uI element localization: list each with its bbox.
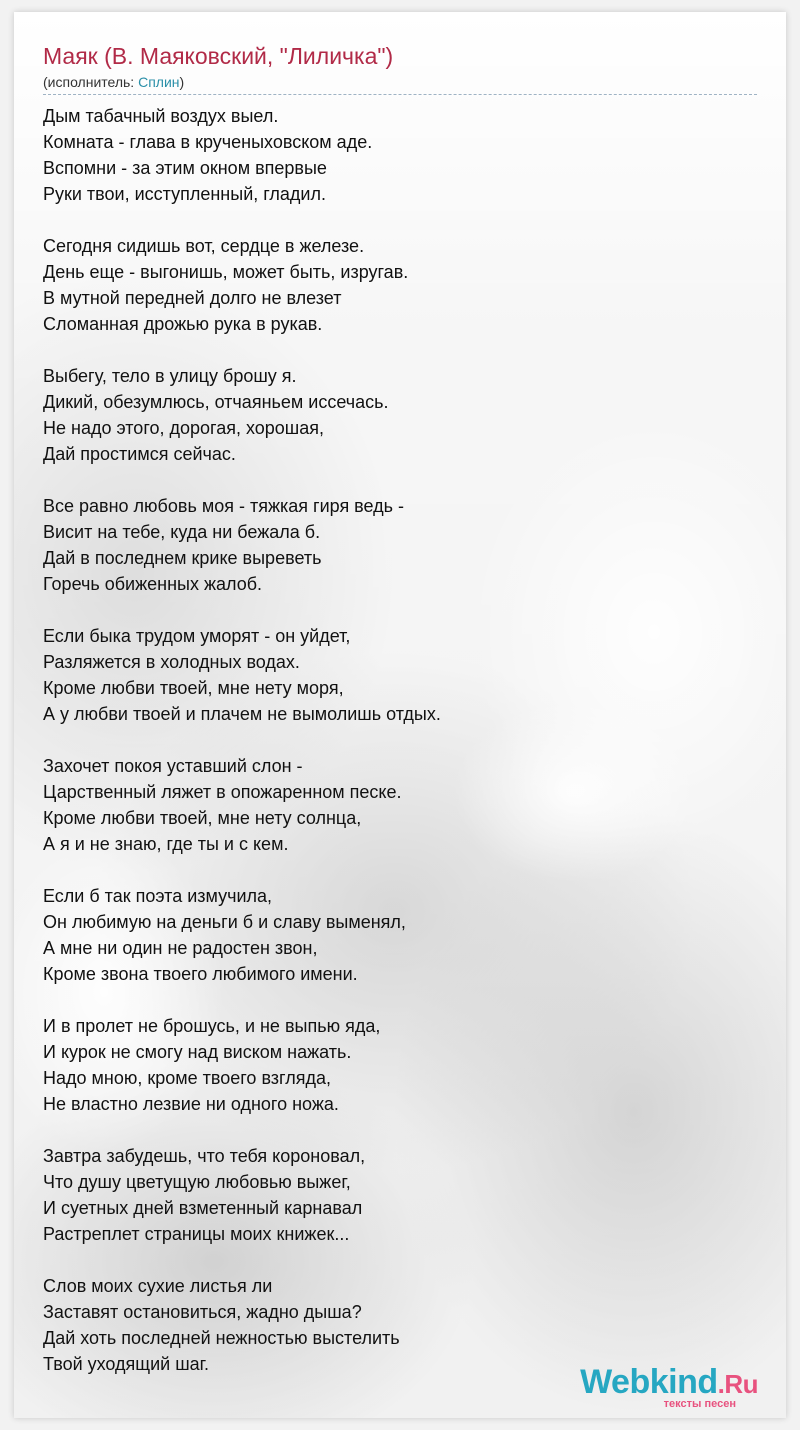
- lyric-line: Сломанная дрожью рука в рукав.: [43, 314, 323, 334]
- lyric-line: Надо мною, кроме твоего взгляда,: [43, 1068, 331, 1088]
- lyric-line: Твой уходящий шаг.: [43, 1354, 210, 1374]
- logo-wordmark: [580, 1364, 758, 1402]
- lyric-line: Растреплет страницы моих книжек...: [43, 1224, 350, 1244]
- lyric-line: И курок не смогу над виском нажать.: [43, 1042, 352, 1062]
- lyric-line: Все равно любовь моя - тяжкая гиря ведь -: [43, 496, 405, 516]
- lyric-line: Дикий, обезумлюсь, отчаяньем иссечась.: [43, 392, 389, 412]
- stanza: [43, 1273, 786, 1377]
- song-title: Маяк (В. Маяковский, "Лиличка"): [43, 43, 394, 69]
- lyric-line: А мне ни один не радостен звон,: [43, 938, 318, 958]
- lyric-line: Слов моих сухие листья ли: [43, 1276, 273, 1296]
- stanza: [43, 753, 786, 857]
- logo-word: Webkind: [580, 1363, 718, 1401]
- lyric-line: Кроме любви твоей, мне нету солнца,: [43, 808, 362, 828]
- lyric-line: Если б так поэта измучила,: [43, 886, 273, 906]
- stanza: [43, 623, 786, 727]
- lyric-line: Дай простимся сейчас.: [43, 444, 236, 464]
- lyric-line: Заставят остановиться, жадно дыша?: [43, 1302, 362, 1322]
- lyric-line: Вспомни - за этим окном впервые: [43, 158, 327, 178]
- lyric-line: Дым табачный воздух выел.: [43, 106, 279, 126]
- performer-suffix: ): [179, 74, 185, 90]
- lyric-line: И в пролет не брошусь, и не выпью яда,: [43, 1016, 381, 1036]
- performer-prefix: (исполнитель:: [43, 74, 139, 90]
- lyric-line: Разляжется в холодных водах.: [43, 652, 300, 672]
- lyric-line: Руки твои, исступленный, гладил.: [43, 184, 326, 204]
- stanza: [43, 883, 786, 987]
- stanza: [43, 103, 786, 207]
- lyric-line: И суетных дней взметенный карнавал: [43, 1198, 363, 1218]
- logo-tld: .Ru: [717, 1369, 758, 1399]
- lyric-line: Не властно лезвие ни одного ножа.: [43, 1094, 339, 1114]
- stanza: [43, 1143, 786, 1247]
- lyric-line: В мутной передней долго не влезет: [43, 288, 342, 308]
- stanza: [43, 233, 786, 337]
- lyric-line: Если быка трудом уморят - он уйдет,: [43, 626, 351, 646]
- lyric-line: Сегодня сидишь вот, сердце в железе.: [43, 236, 365, 256]
- lyric-line: Дай в последнем крике выреветь: [43, 548, 322, 568]
- lyric-line: День еще - выгонишь, может быть, изругав.: [43, 262, 409, 282]
- lyric-line: Завтра забудешь, что тебя короновал,: [43, 1146, 366, 1166]
- stanza: [43, 1013, 786, 1117]
- lyric-line: Захочет покоя уставший слон -: [43, 756, 303, 776]
- lyric-line: Что душу цветущую любовью выжег,: [43, 1172, 351, 1192]
- lyric-line: А я и не знаю, где ты и с кем.: [43, 834, 289, 854]
- lyric-line: Не надо этого, дорогая, хорошая,: [43, 418, 324, 438]
- performer-line: [43, 73, 757, 95]
- lyrics-card: [14, 12, 786, 1418]
- stanza: [43, 493, 786, 597]
- lyric-line: Выбегу, тело в улицу брошу я.: [43, 366, 297, 386]
- lyric-line: Кроме звона твоего любимого имени.: [43, 964, 358, 984]
- logo-tagline: тексты песен: [663, 1398, 736, 1410]
- lyric-line: Комната - глава в крученыховском аде.: [43, 132, 373, 152]
- lyric-line: Дай хоть последней нежностью выстелить: [43, 1328, 400, 1348]
- lyric-line: Он любимую на деньги б и славу выменял,: [43, 912, 406, 932]
- lyric-line: А у любви твоей и плачем не вымолишь отдых.: [43, 704, 441, 724]
- lyrics-body: [43, 103, 786, 1377]
- lyric-line: Кроме любви твоей, мне нету моря,: [43, 678, 344, 698]
- lyric-line: Царственный ляжет в опожаренном песке.: [43, 782, 402, 802]
- lyric-line: Горечь обиженных жалоб.: [43, 574, 263, 594]
- stanza: [43, 363, 786, 467]
- performer-link[interactable]: Сплин: [138, 74, 180, 90]
- lyric-line: Висит на тебе, куда ни бежала б.: [43, 522, 321, 542]
- site-logo[interactable]: [580, 1364, 758, 1410]
